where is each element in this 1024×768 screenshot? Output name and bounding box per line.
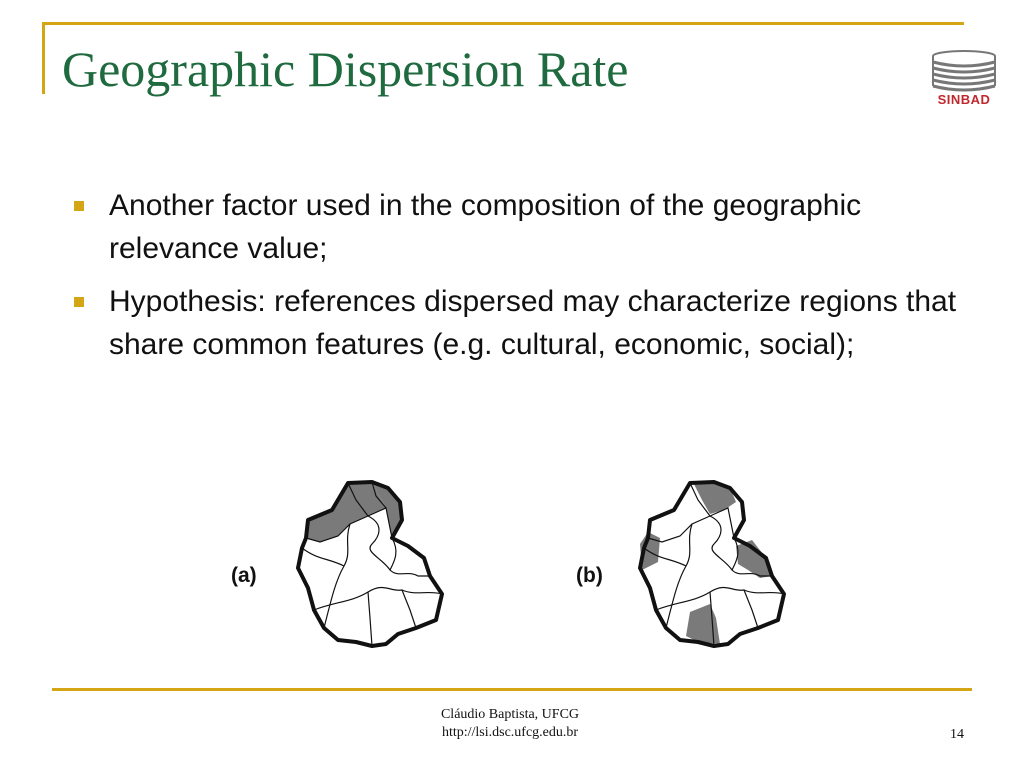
top-frame-line [42, 22, 964, 25]
bullet-text: Another factor used in the composition of the geographic relevance value; [109, 189, 862, 265]
region-map-b [632, 478, 792, 650]
footer-url: http://lsi.dsc.ufcg.edu.br [441, 725, 579, 740]
slide-footer [360, 706, 660, 742]
square-bullet-icon [74, 201, 84, 211]
database-icon [926, 48, 1002, 94]
logo-label: SINBAD [937, 92, 991, 107]
figure-label-a: (a) [231, 564, 257, 587]
region-map-a [290, 478, 450, 650]
square-bullet-icon [74, 297, 84, 307]
sinbad-logo [926, 48, 1002, 110]
figure-label-b: (b) [576, 564, 603, 587]
shaded-region [686, 604, 720, 644]
page-number: 14 [950, 727, 964, 742]
region-boundary [648, 508, 734, 542]
bullet-list [74, 184, 974, 376]
footer-author: Cláudio Baptista, UFCG [440, 707, 580, 722]
region-boundary [368, 592, 372, 646]
bullet-item [74, 280, 974, 366]
slide-title: Geographic Dispersion Rate [62, 41, 629, 97]
bullet-item [74, 184, 974, 270]
bullet-text: Hypothesis: references dispersed may characterize regions that share common features (e.g. cultural, economic, social); [109, 285, 957, 361]
region-boundary [390, 538, 396, 570]
region-boundary [302, 548, 344, 566]
region-boundary [744, 590, 784, 594]
left-frame-line [42, 22, 45, 94]
bottom-frame-line [52, 688, 972, 691]
region-boundary [402, 590, 442, 594]
